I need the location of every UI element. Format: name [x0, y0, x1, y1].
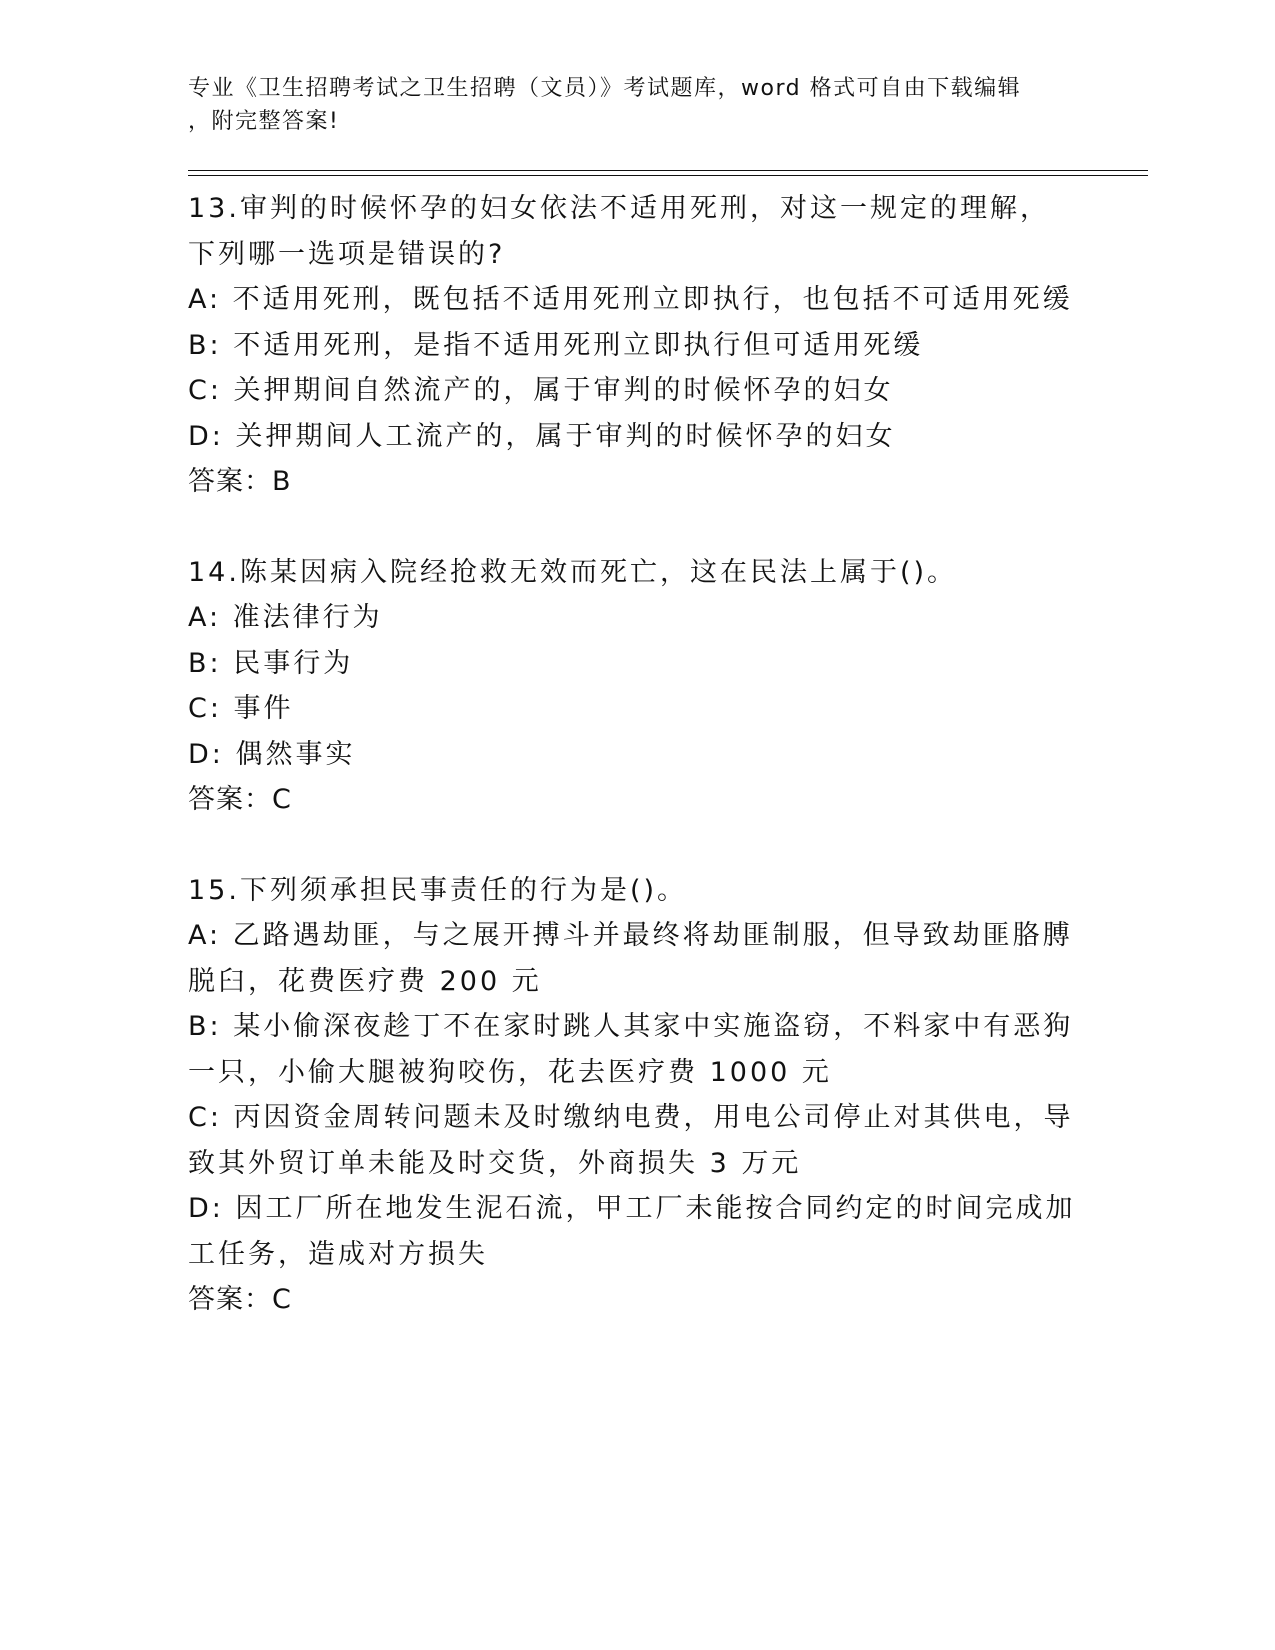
- option-c: C: 关押期间自然流产的，属于审判的时候怀孕的妇女: [188, 375, 894, 406]
- answer: 答案：C: [188, 784, 292, 815]
- option-c: C: 事件: [188, 693, 294, 724]
- question-list: [188, 186, 1078, 1323]
- option-b: B: 某小偷深夜趁丁不在家时跳人其家中实施盗窃，不料家中有恶狗一只，小偷大腿被狗咬伤，花去医疗费 1000 元: [188, 1011, 1074, 1088]
- spacer: [188, 505, 1078, 550]
- document-header: [188, 72, 1068, 138]
- spacer: [188, 823, 1078, 868]
- question-14: [188, 550, 1078, 823]
- answer: 答案：C: [188, 1284, 292, 1315]
- question-stem: 14.陈某因病入院经抢救无效而死亡，这在民法上属于()。: [188, 556, 958, 588]
- question-stem: 15.下列须承担民事责任的行为是()。: [188, 874, 688, 906]
- answer: 答案：B: [188, 466, 292, 497]
- option-b: B: 不适用死刑，是指不适用死刑立即执行但可适用死缓: [188, 329, 924, 361]
- question-15: [188, 868, 1078, 1323]
- question-13: [188, 186, 1078, 505]
- option-d: D: 因工厂所在地发生泥石流，甲工厂未能按合同约定的时间完成加工任务，造成对方损失: [188, 1193, 1076, 1270]
- header-divider-top: [188, 170, 1148, 171]
- option-d: D: 偶然事实: [188, 738, 356, 770]
- option-b: B: 民事行为: [188, 647, 354, 679]
- header-line-2: ，附完整答案!: [188, 109, 340, 134]
- option-a: A: 准法律行为: [188, 602, 383, 633]
- header-divider-bottom: [188, 175, 1148, 176]
- option-c: C: 丙因资金周转问题未及时缴纳电费，用电公司停止对其供电，导致其外贸订单未能及时交货，外商损失 3 万元: [188, 1102, 1074, 1179]
- option-d: D: 关押期间人工流产的，属于审判的时候怀孕的妇女: [188, 420, 896, 452]
- option-a: A: 不适用死刑，既包括不适用死刑立即执行，也包括不可适用死缓: [188, 284, 1073, 315]
- question-stem: 13.审判的时候怀孕的妇女依法不适用死刑，对这一规定的理解，下列哪一选项是错误的?: [188, 193, 1050, 270]
- option-a: A: 乙路遇劫匪，与之展开搏斗并最终将劫匪制服，但导致劫匪胳膊脱臼，花费医疗费 200 元: [188, 920, 1073, 997]
- header-line-1: 专业《卫生招聘考试之卫生招聘（文员）》考试题库，word 格式可自由下载编辑: [188, 76, 1022, 101]
